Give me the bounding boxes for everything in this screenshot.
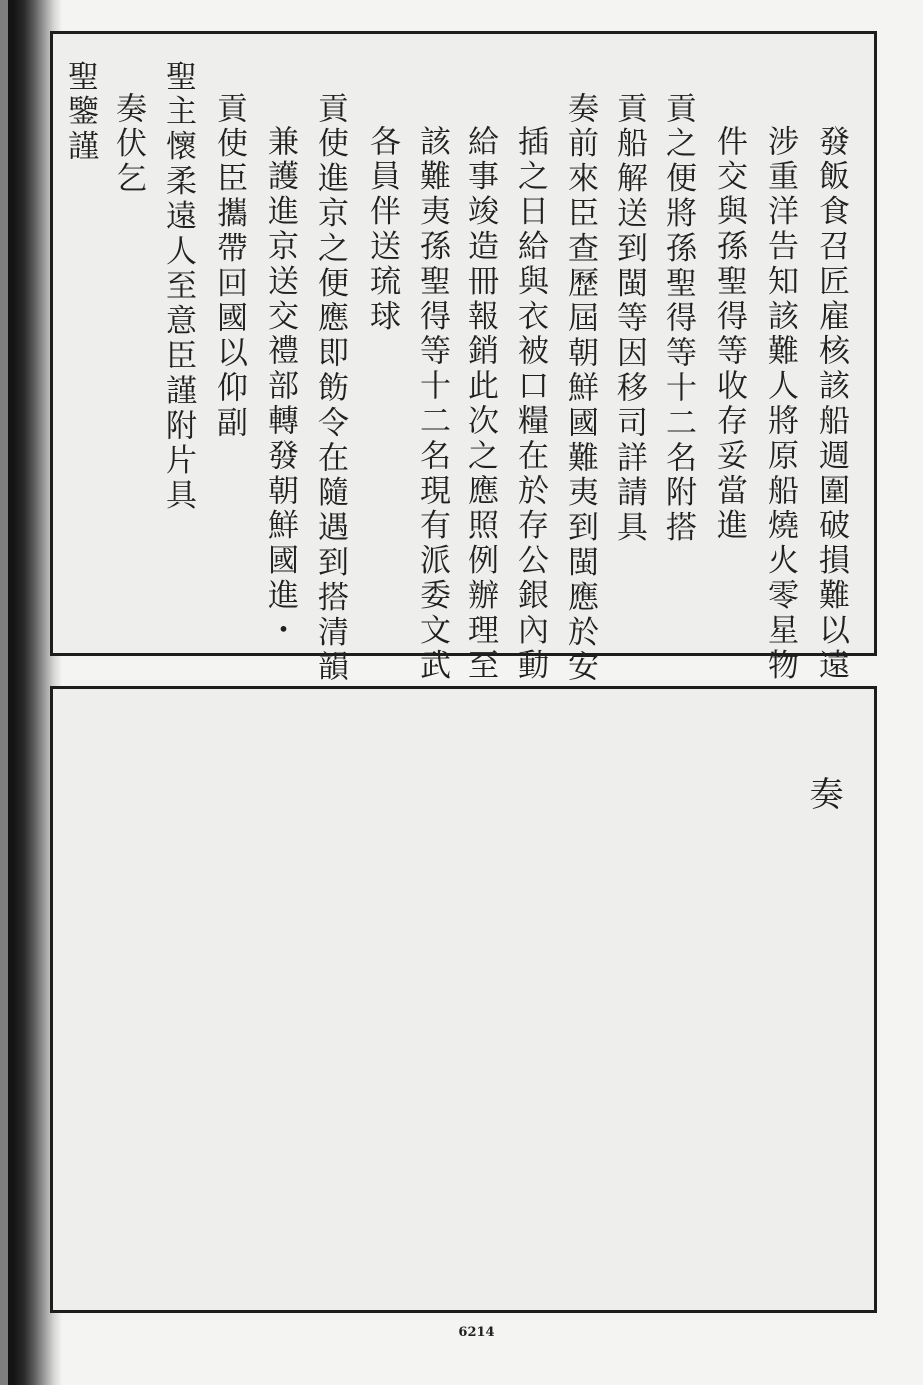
text-column-15: 奏伏乞 (110, 92, 146, 197)
text-column-memorial-end: 奏 (803, 776, 843, 814)
text-column-4: 貢之便將孫聖得等十二名附搭 (660, 92, 696, 546)
text-column-16: 聖鑒謹 (62, 60, 98, 165)
binding-edge (0, 0, 8, 1385)
text-column-12: 兼護進京送交禮部轉發朝鮮國進・ (262, 125, 298, 649)
text-column-1: 發飯食召匠雇核該船週圍破損難以遠 (813, 125, 849, 684)
text-column-9: 該難夷孫聖得等十二名現有派委文武 (414, 125, 450, 684)
text-column-8: 給事竣造冊報銷此次之應照例辦理至 (462, 125, 498, 684)
text-column-7: 插之日給與衣被口糧在於存公銀內動 (512, 125, 548, 684)
text-column-10: 各員伴送琉球 (364, 125, 400, 335)
text-column-13: 貢使臣攜帶回國以仰副 (211, 92, 247, 441)
text-column-11: 貢使進京之便應即飭令在隨遇到搭清韻 (312, 92, 348, 686)
text-column-6: 奏前來臣查歷屆朝鮮國難夷到閩應於安 (562, 92, 598, 686)
text-column-2: 涉重洋告知該難人將原船燒火零星物 (762, 125, 798, 684)
page-number: 6214 (458, 1325, 495, 1340)
text-column-3: 件交與孫聖得等收存妥當進 (711, 125, 747, 544)
lower-manuscript-panel (50, 686, 877, 1313)
text-column-5: 貢船解送到閩等因移司詳請具 (611, 92, 647, 546)
text-column-14: 聖主懷柔遠人至意臣謹附片具 (160, 60, 196, 514)
